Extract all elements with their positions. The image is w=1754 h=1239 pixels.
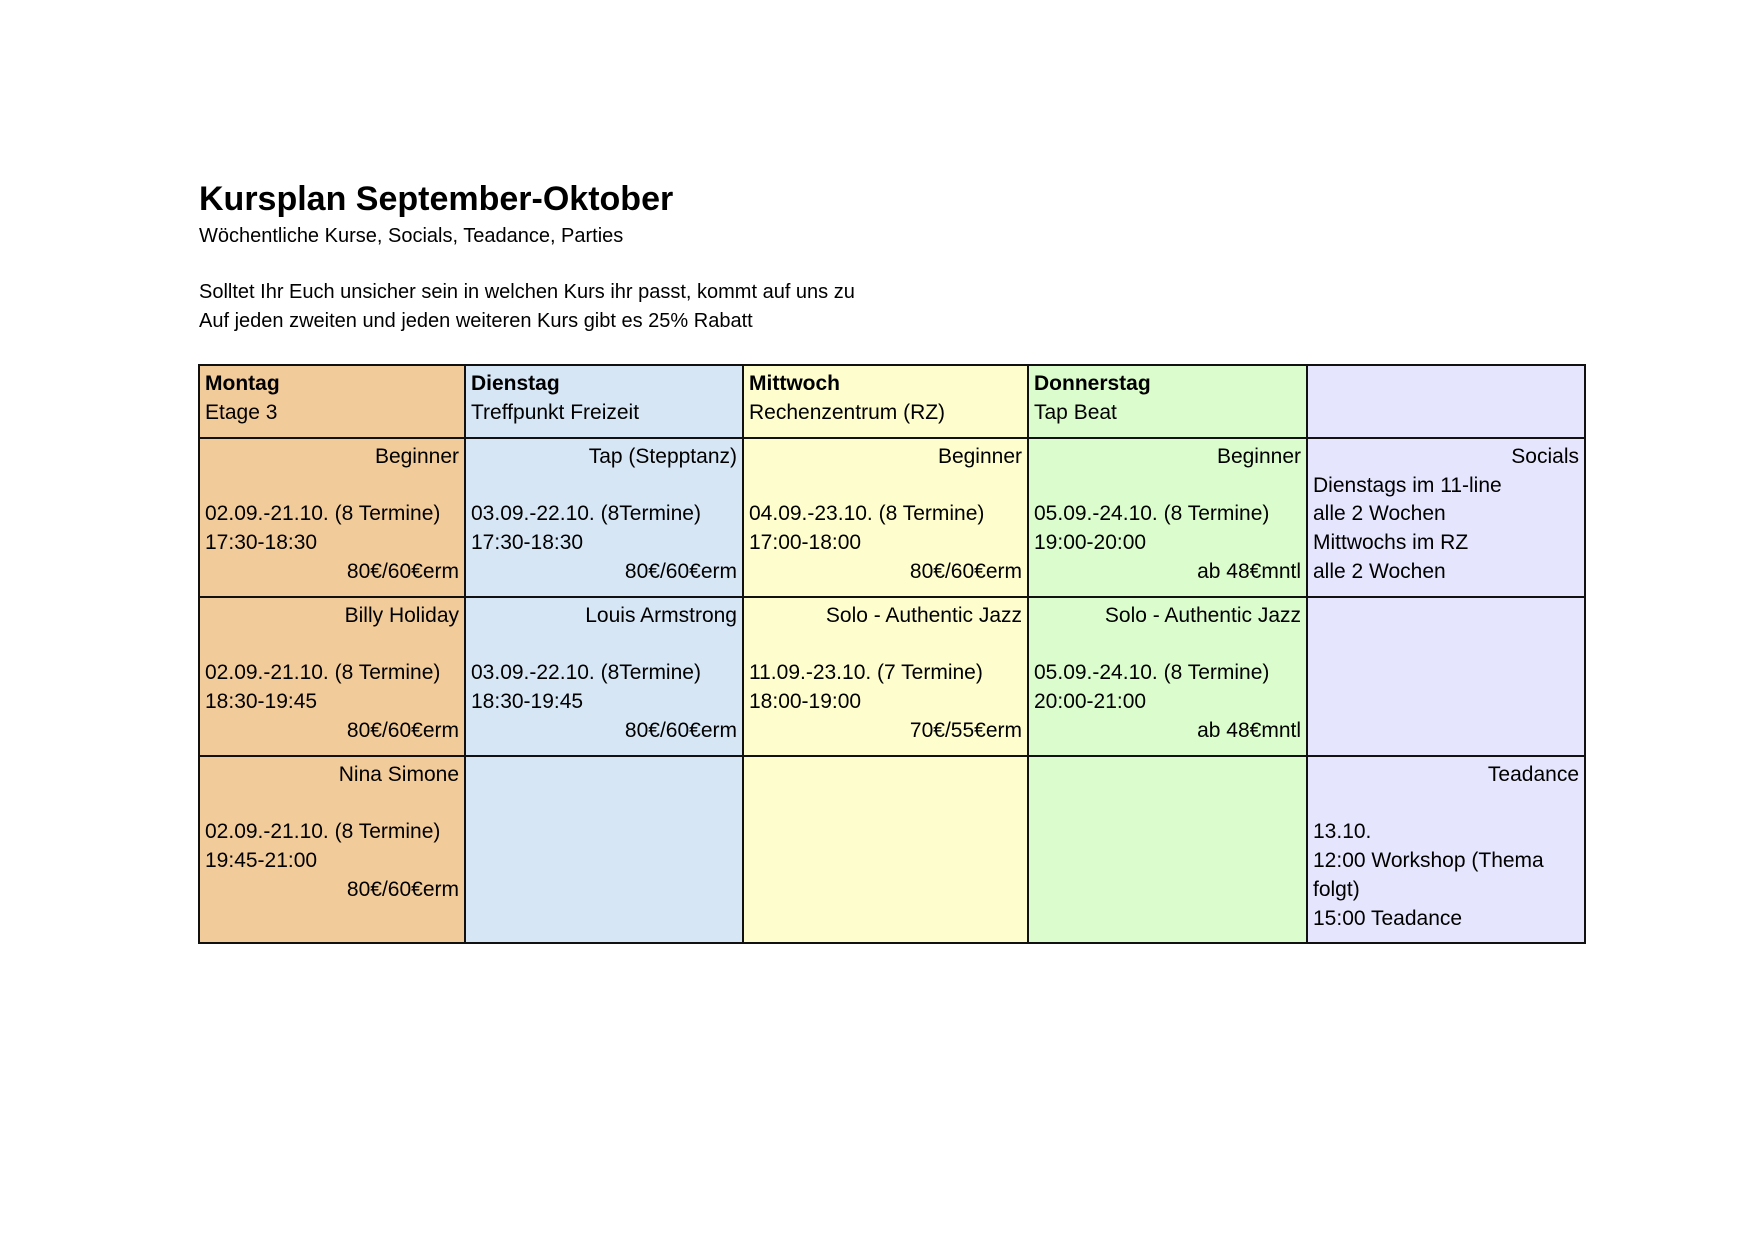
course-cell bbox=[465, 438, 743, 597]
page-header bbox=[199, 176, 1099, 336]
day-location: Treffpunkt Freizeit bbox=[471, 400, 640, 424]
course-name: Beginner bbox=[937, 445, 1022, 468]
course-name: Solo - Authentic Jazz bbox=[825, 604, 1022, 627]
course-dates: 11.09.-23.10. (7 Termine) bbox=[749, 661, 983, 685]
course-schedule-table bbox=[198, 364, 1586, 944]
day-name: Dienstag bbox=[471, 372, 560, 395]
table-header-row bbox=[199, 365, 1585, 438]
day-location: Etage 3 bbox=[205, 400, 278, 424]
course-dates: 05.09.-24.10. (8 Termine) bbox=[1034, 502, 1270, 526]
course-price: 80€/60€erm bbox=[346, 559, 459, 583]
course-dates: 04.09.-23.10. (8 Termine) bbox=[749, 502, 985, 526]
empty-cell bbox=[1307, 597, 1585, 756]
course-time: 19:45-21:00 bbox=[205, 849, 318, 873]
course-name: Beginner bbox=[1216, 445, 1301, 468]
socials-line: alle 2 Wochen bbox=[1313, 502, 1446, 526]
course-price: ab 48€mntl bbox=[1197, 559, 1301, 583]
course-price: 80€/60€erm bbox=[346, 877, 459, 901]
course-cell bbox=[199, 597, 465, 756]
day-name: Mittwoch bbox=[749, 372, 840, 395]
empty-cell bbox=[1028, 756, 1307, 943]
course-cell bbox=[199, 438, 465, 597]
day-header-dienstag bbox=[465, 365, 743, 438]
socials-line: Dienstags im 11-line bbox=[1313, 473, 1502, 497]
course-name: Beginner bbox=[374, 445, 459, 468]
course-name: Tap (Stepptanz) bbox=[588, 445, 737, 468]
empty-cell bbox=[465, 756, 743, 943]
day-location: Tap Beat bbox=[1034, 400, 1117, 424]
day-header-mittwoch bbox=[743, 365, 1028, 438]
course-cell bbox=[199, 756, 465, 943]
course-cell bbox=[743, 438, 1028, 597]
course-dates: 02.09.-21.10. (8 Termine) bbox=[205, 502, 441, 526]
socials-title: Socials bbox=[1511, 445, 1579, 468]
teadance-cell bbox=[1307, 756, 1585, 943]
course-cell bbox=[743, 597, 1028, 756]
course-cell bbox=[1028, 597, 1307, 756]
course-time: 18:00-19:00 bbox=[749, 690, 862, 714]
socials-line: Mittwochs im RZ bbox=[1313, 531, 1469, 555]
course-price: 70€/55€erm bbox=[909, 718, 1022, 742]
note-line: Auf jeden zweiten und jeden weiteren Kurs gibt es 25% Rabatt bbox=[199, 310, 753, 332]
course-time: 20:00-21:00 bbox=[1034, 690, 1147, 714]
course-dates: 03.09.-22.10. (8Termine) bbox=[471, 661, 701, 685]
course-dates: 02.09.-21.10. (8 Termine) bbox=[205, 820, 441, 844]
course-price: 80€/60€erm bbox=[909, 559, 1022, 583]
note-line: Solltet Ihr Euch unsicher sein in welchen Kurs ihr passt, kommt auf uns zu bbox=[199, 281, 855, 303]
course-name: Solo - Authentic Jazz bbox=[1104, 604, 1301, 627]
day-location: Rechenzentrum (RZ) bbox=[749, 400, 946, 424]
day-name: Montag bbox=[205, 372, 280, 395]
teadance-workshop: 12:00 Workshop (Thema folgt) bbox=[1313, 849, 1544, 901]
course-dates: 03.09.-22.10. (8Termine) bbox=[471, 502, 701, 526]
course-time: 18:30-19:45 bbox=[205, 690, 318, 714]
course-price: ab 48€mntl bbox=[1197, 718, 1301, 742]
course-time: 17:30-18:30 bbox=[471, 531, 584, 555]
course-time: 17:00-18:00 bbox=[749, 531, 862, 555]
table-row bbox=[199, 438, 1585, 597]
day-header-donnerstag bbox=[1028, 365, 1307, 438]
teadance-time: 15:00 Teadance bbox=[1313, 906, 1463, 930]
course-dates: 05.09.-24.10. (8 Termine) bbox=[1034, 661, 1270, 685]
teadance-title: Teadance bbox=[1487, 763, 1579, 786]
course-price: 80€/60€erm bbox=[624, 718, 737, 742]
empty-cell bbox=[743, 756, 1028, 943]
socials-cell bbox=[1307, 438, 1585, 597]
course-time: 17:30-18:30 bbox=[205, 531, 318, 555]
course-time: 18:30-19:45 bbox=[471, 690, 584, 714]
day-name: Donnerstag bbox=[1034, 372, 1151, 395]
course-name: Billy Holiday bbox=[344, 604, 459, 627]
teadance-date: 13.10. bbox=[1313, 820, 1372, 844]
table-row bbox=[199, 597, 1585, 756]
table-row bbox=[199, 756, 1585, 943]
course-cell bbox=[465, 597, 743, 756]
course-name: Louis Armstrong bbox=[585, 604, 737, 627]
course-price: 80€/60€erm bbox=[346, 718, 459, 742]
course-cell bbox=[1028, 438, 1307, 597]
course-time: 19:00-20:00 bbox=[1034, 531, 1147, 555]
socials-line: alle 2 Wochen bbox=[1313, 559, 1446, 583]
course-name: Nina Simone bbox=[338, 763, 459, 786]
course-price: 80€/60€erm bbox=[624, 559, 737, 583]
page-title: Kursplan September-Oktober bbox=[199, 180, 674, 218]
events-header bbox=[1307, 365, 1585, 438]
course-dates: 02.09.-21.10. (8 Termine) bbox=[205, 661, 441, 685]
day-header-montag bbox=[199, 365, 465, 438]
page-subtitle: Wöchentliche Kurse, Socials, Teadance, Parties bbox=[199, 225, 624, 247]
